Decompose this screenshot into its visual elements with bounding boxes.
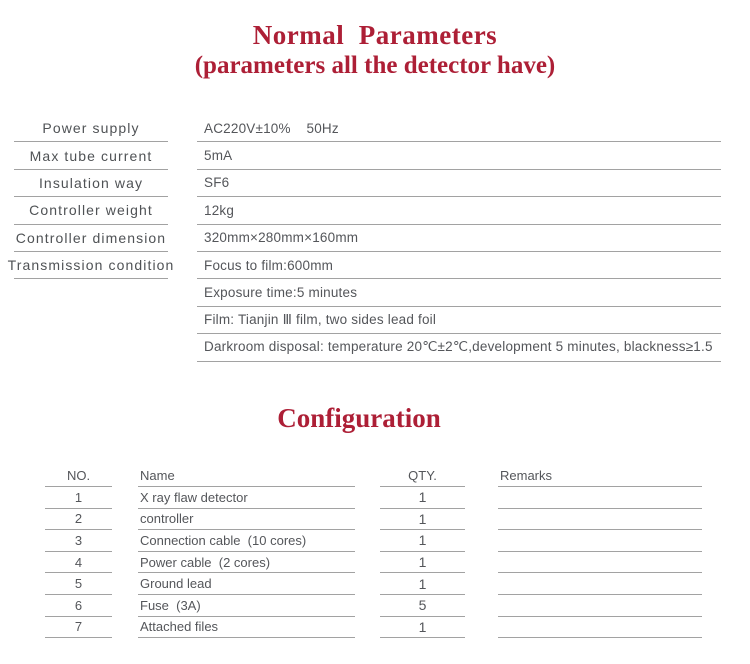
config-no-cell: 2 <box>45 509 112 531</box>
config-header-no: NO. <box>45 464 112 487</box>
param-value-power-supply: AC220V±10% 50Hz <box>197 115 721 142</box>
param-label-power-supply: Power supply <box>14 115 168 142</box>
page-title <box>0 19 750 81</box>
config-remarks-cell <box>498 509 702 531</box>
param-value-exposure-time: Exposure time:5 minutes <box>197 279 721 306</box>
param-label-controller-weight: Controller weight <box>14 197 168 224</box>
param-value-controller-weight: 12kg <box>197 197 721 224</box>
config-qty-cell: 1 <box>380 552 465 574</box>
configuration-title: Configuration <box>277 403 441 433</box>
param-value-focus-to-film: Focus to film:600mm <box>197 252 721 279</box>
param-value-darkroom-disposal: Darkroom disposal: temperature 20℃±2℃,development 5 minutes, blackness≥1.5 <box>197 334 721 361</box>
param-value-controller-dimension: 320mm×280mm×160mm <box>197 225 721 252</box>
param-label-controller-dimension: Controller dimension <box>14 225 168 252</box>
config-name-cell: Connection cable (10 cores) <box>138 530 355 552</box>
config-name-cell: X ray flaw detector <box>138 487 355 509</box>
config-qty-cell: 1 <box>380 487 465 509</box>
config-qty-cell: 5 <box>380 595 465 617</box>
page-title-line1: Normal Parameters <box>252 20 498 50</box>
param-value-film: Film: Tianjin Ⅲ film, two sides lead foil <box>197 307 721 334</box>
config-name-cell: Fuse (3A) <box>138 595 355 617</box>
param-label-max-tube-current: Max tube current <box>14 142 168 169</box>
config-remarks-cell <box>498 595 702 617</box>
config-name-cell: Attached files <box>138 617 355 639</box>
config-qty-cell: 1 <box>380 617 465 639</box>
config-no-cell: 6 <box>45 595 112 617</box>
parameters-value-column <box>197 115 721 362</box>
config-name-cell: Ground lead <box>138 573 355 595</box>
param-label-transmission-condition: Transmission condition <box>14 252 168 279</box>
config-column-remarks <box>498 464 702 638</box>
page-title-line2: (parameters all the detector have) <box>194 52 556 79</box>
config-column-qty <box>380 464 465 638</box>
config-column-no <box>45 464 112 638</box>
config-no-cell: 7 <box>45 617 112 639</box>
config-column-name <box>138 464 355 638</box>
config-no-cell: 3 <box>45 530 112 552</box>
config-remarks-cell <box>498 530 702 552</box>
config-name-cell: Power cable (2 cores) <box>138 552 355 574</box>
config-qty-cell: 1 <box>380 509 465 531</box>
config-remarks-cell <box>498 573 702 595</box>
config-qty-cell: 1 <box>380 573 465 595</box>
config-qty-cell: 1 <box>380 530 465 552</box>
config-remarks-cell <box>498 617 702 639</box>
config-header-qty: QTY. <box>380 464 465 487</box>
config-remarks-cell <box>498 487 702 509</box>
parameters-label-column <box>7 115 175 279</box>
config-no-cell: 4 <box>45 552 112 574</box>
config-no-cell: 5 <box>45 573 112 595</box>
config-header-remarks: Remarks <box>498 464 702 487</box>
config-header-name: Name <box>138 464 355 487</box>
param-value-insulation-way: SF6 <box>197 170 721 197</box>
config-remarks-cell <box>498 552 702 574</box>
config-no-cell: 1 <box>45 487 112 509</box>
param-label-insulation-way: Insulation way <box>14 170 168 197</box>
param-value-max-tube-current: 5mA <box>197 142 721 169</box>
config-name-cell: controller <box>138 509 355 531</box>
